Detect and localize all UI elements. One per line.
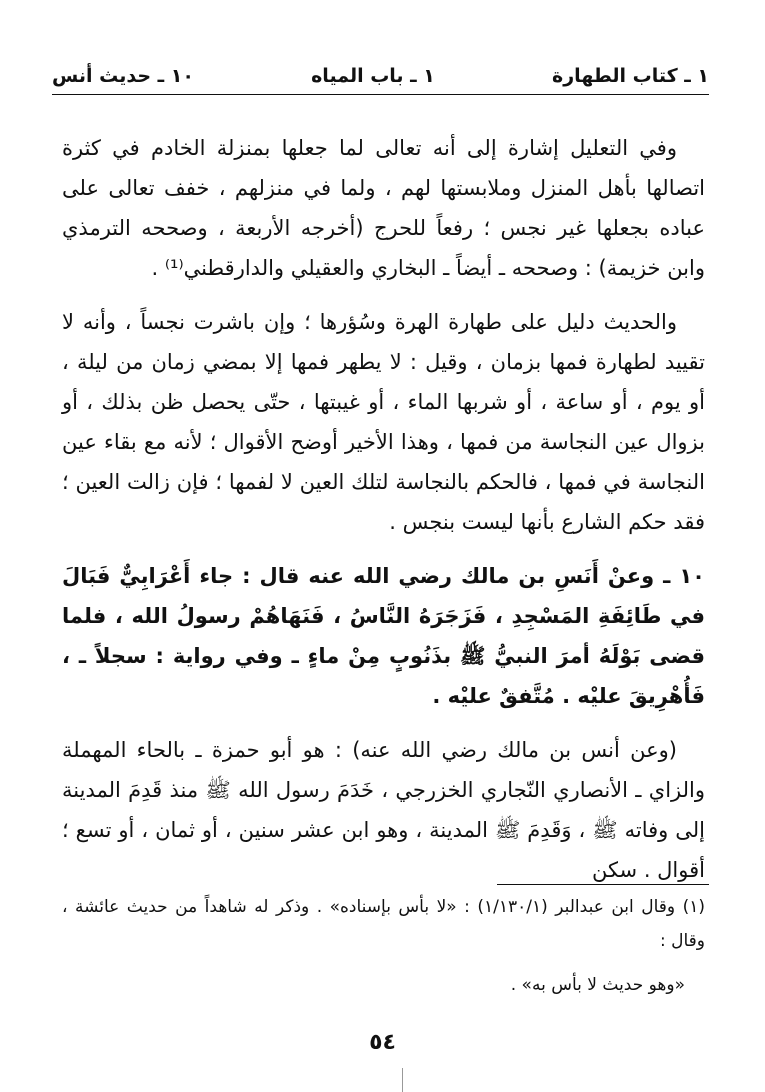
- footnote-divider: [497, 884, 709, 885]
- header-chapter-title: ١ ـ باب المياه: [311, 65, 435, 87]
- page-edge-mark: [402, 1068, 403, 1092]
- running-header: [52, 58, 709, 95]
- footnotes: [62, 890, 705, 1002]
- paragraph-2: والحديث دليل على طهارة الهرة وسُؤرها ؛ وإن باشرت نجساً ، وأنه لا تقييد لطهارة فمها بزمان ، وقيل : لا يطهر فمها إلا بمضي زمان من ليلة ، أو يوم ، أو ساعة ، أو شربها الماء ، أو غيبتها ، حتّى يحصل ظن بذلك ، أو بزوال عين النجاسة من فمها ، وهذا الأخير أوضح الأقوال ؛ لأنه مع بقاء عين النجاسة في فمها ، فالحكم بالنجاسة لتلك العين لا لفمها ؛ فإن زالت العين ؛ فقد حكم الشارع بأنها ليست بنجس .: [62, 310, 705, 534]
- header-hadith-title: ١٠ ـ حديث أنس: [52, 65, 194, 87]
- paragraph-1: وفي التعليل إشارة إلى أنه تعالى لما جعلها بمنزلة الخادم في كثرة اتصالها بأهل المنزل وملابستها لهم ، ولما في منزلهم ، خفف تعالى على عباده بجعلها غير نجس ؛ رفعاً للحرج (أخرجه الأربعة ، وصححه الترمذي وابن خزيمة) : وصححه ـ أيضاً ـ البخاري والعقيلي والدارقطني⁽¹⁾ .: [62, 136, 705, 280]
- footnote-1-quote: «وهو حديث لا بأس به» .: [510, 975, 685, 995]
- header-book-title: ١ ـ كتاب الطهارة: [552, 65, 709, 87]
- main-text: [62, 128, 705, 904]
- hadith-text: ١٠ ـ وعنْ أَنَسِ بن مالك رضي الله عنه قال : جاء أَعْرَابِيٌّ فَبَالَ في طَائِفَةِ المَسْجِدِ ، فَزَجَرَهُ النَّاسُ ، فَنَهَاهُمْ رسولُ الله ، فلما قضى بَوْلَهُ أمرَ النبيُّ ﷺ بذَنُوبٍ مِنْ ماءٍ ـ وفي رواية : سجلاً ـ ، فَأُهْرِيقَ عليْه . مُتَّفقٌ عليْه .: [62, 564, 705, 708]
- paragraph-4: (وعن أنس بن مالك رضي الله عنه) : هو أبو حمزة ـ بالحاء المهملة والزاي ـ الأنصاري النّجاري الخزرجي ، خَدَمَ رسول الله ﷺ منذ قَدِمَ المدينة إلى وفاته ﷺ ، وَقَدِمَ ﷺ المدينة ، وهو ابن عشر سنين ، أو ثمان ، أو تسع ؛ أقوال . سكن: [62, 738, 705, 882]
- page-number: ٥٤: [369, 1030, 396, 1055]
- footnote-1: (١) وقال ابن عبدالبر (١/١٣٠/١) : «لا بأس بإسناده» . وذكر له شاهداً من حديث عائشة ، وقال :: [62, 897, 705, 951]
